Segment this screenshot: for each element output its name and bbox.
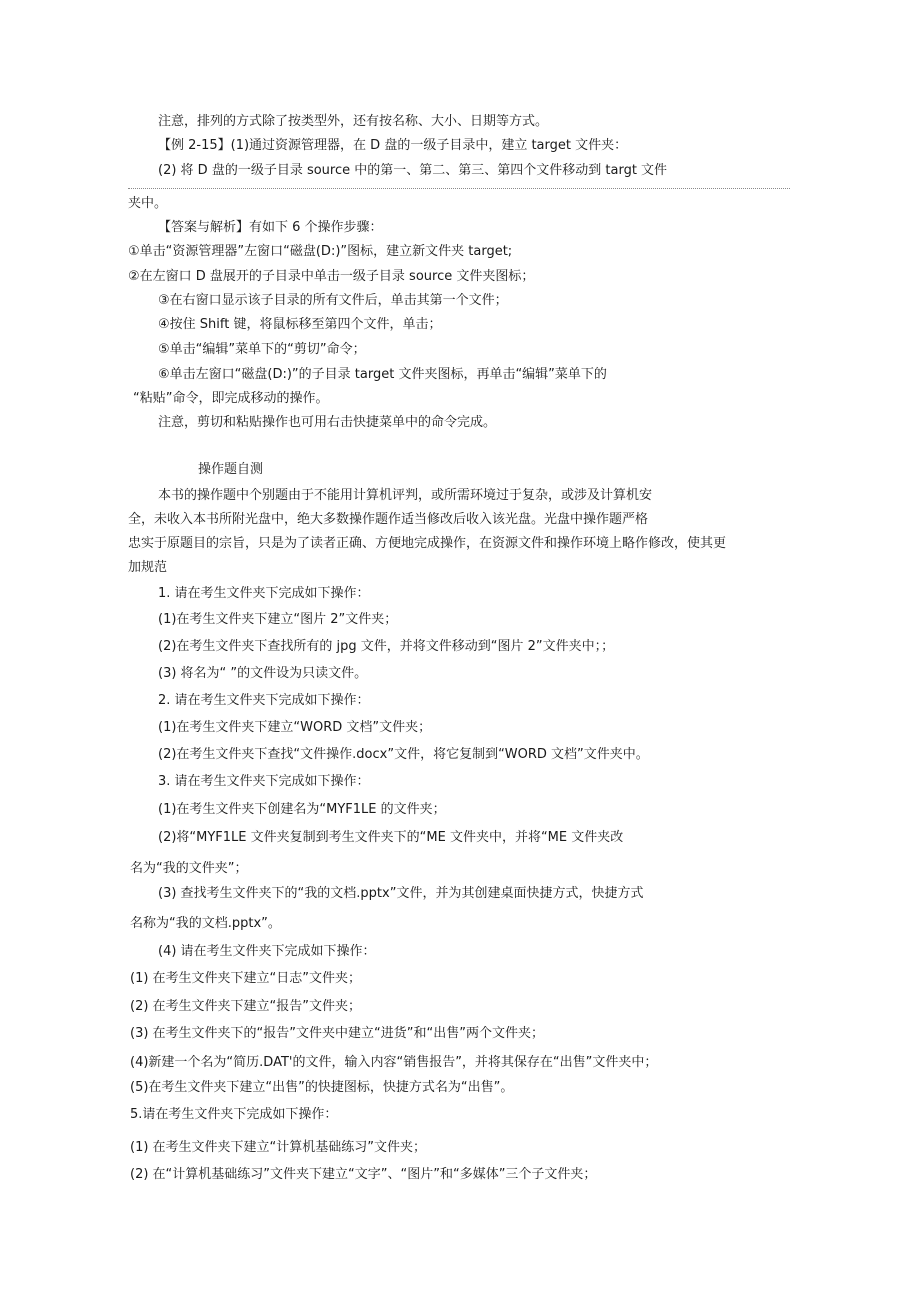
q4-heading: (4) 请在考生文件夹下完成如下操作： [158,944,376,959]
answer-step-6-cont: “粘贴”命令，即完成移动的操作。 [133,391,329,406]
q3-item-1: (1)在考生文件夹下创建名为“MYF1LE 的文件夹； [158,802,446,817]
q5-item-1: (1) 在考生文件夹下建立“计算机基础练习”文件夹； [130,1140,427,1155]
page-divider [128,188,790,189]
intro-line-1: 本书的操作题中个别题由于不能用计算机评判，或所需环境过于复杂，或涉及计算机安 [158,488,653,503]
q1-heading: 1. 请在考生文件夹下完成如下操作： [158,586,370,601]
note-sort: 注意，排列的方式除了按类型外，还有按名称、大小、日期等方式。 [158,114,549,129]
q1-item-2: (2)在考生文件夹下查找所有的 jpg 文件，并将文件移动到“图片 2”文件夹中；； [158,639,615,654]
answer-step-1: ①单击“资源管理器”左窗口“磁盘(D:)”图标，建立新文件夹 target; [128,244,513,259]
q4-item-5: (5)在考生文件夹下建立“出售”的快捷图标，快捷方式名为“出售”。 [130,1080,514,1095]
q3-item-2-cont: 名为“我的文件夹”； [130,861,248,876]
answer-step-4: ④按住 Shift 键，将鼠标移至第四个文件，单击； [158,317,442,332]
q4-item-2: (2) 在考生文件夹下建立“报告”文件夹； [130,999,362,1014]
intro-line-2: 全，未收入本书所附光盘中，绝大多数操作题作适当修改后收入该光盘。光盘中操作题严格 [128,512,649,527]
q2-item-1: (1)在考生文件夹下建立“WORD 文档”文件夹； [158,720,432,735]
q1-item-1: (1)在考生文件夹下建立“图片 2”文件夹； [158,612,398,627]
q2-item-2: (2)在考生文件夹下查找“文件操作.docx”文件，将它复制到“WORD 文档”文件夹中。 [158,747,649,762]
section-heading: 操作题自测 [198,462,264,477]
answer-step-6: ⑥单击左窗口“磁盘(D:)”的子目录 target 文件夹图标，再单击“编辑”菜单下的 [158,367,607,382]
intro-line-3: 忠实于原题目的宗旨，只是为了读者正确、方便地完成操作，在资源文件和操作环境上略作修改，使其更 [128,536,727,551]
note-cut-paste: 注意，剪切和粘贴操作也可用右击快捷菜单中的命令完成。 [158,415,497,430]
q2-heading: 2. 请在考生文件夹下完成如下操作： [158,693,370,708]
q4-item-4: (4)新建一个名为“简历.DAT'的文件，输入内容“销售报告”，并将其保存在“出售”文件夹中； [130,1055,658,1070]
q4-item-1: (1) 在考生文件夹下建立“日志”文件夹； [130,971,362,986]
q5-heading: 5.请在考生文件夹下完成如下操作： [130,1107,338,1122]
example-step-2: (2) 将 D 盘的一级子目录 source 中的第一、第二、第三、第四个文件移动到 targt 文件 [158,163,668,178]
q3-item-3-cont: 名称为“我的文档.pptx”。 [130,916,281,931]
answer-heading: 【答案与解析】有如下 6 个操作步骤： [158,220,383,235]
example-title: 【例 2-15】(1)通过资源管理器，在 D 盘的一级子目录中，建立 target 文件夹： [158,138,628,153]
q5-item-2: (2) 在“计算机基础练习”文件夹下建立“文字”、“图片”和“多媒体”三个子文件夹； [130,1167,597,1182]
q4-item-3: (3) 在考生文件夹下的“报告”文件夹中建立“进货”和“出售”两个文件夹； [130,1026,544,1041]
q3-item-3: (3) 查找考生文件夹下的“我的文档.pptx”文件，并为其创建桌面快捷方式，快捷方式 [158,886,644,901]
answer-step-5: ⑤单击“编辑”菜单下的“剪切”命令； [158,342,366,357]
intro-line-4: 加规范 [128,560,168,575]
q1-item-3: (3) 将名为“ ”的文件设为只读文件。 [158,666,368,681]
answer-step-3: ③在右窗口显示该子目录的所有文件后，单击其第一个文件； [158,293,508,308]
q3-item-2: (2)将“MYF1LE 文件夹复制到考生文件夹下的“ME 文件夹中，并将“ME 文件夹改 [158,830,624,845]
example-step-2-cont: 夹中。 [128,196,168,211]
answer-step-2: ②在左窗口 D 盘展开的子目录中单击一级子目录 source 文件夹图标； [128,269,535,284]
q3-heading: 3. 请在考生文件夹下完成如下操作： [158,774,370,789]
